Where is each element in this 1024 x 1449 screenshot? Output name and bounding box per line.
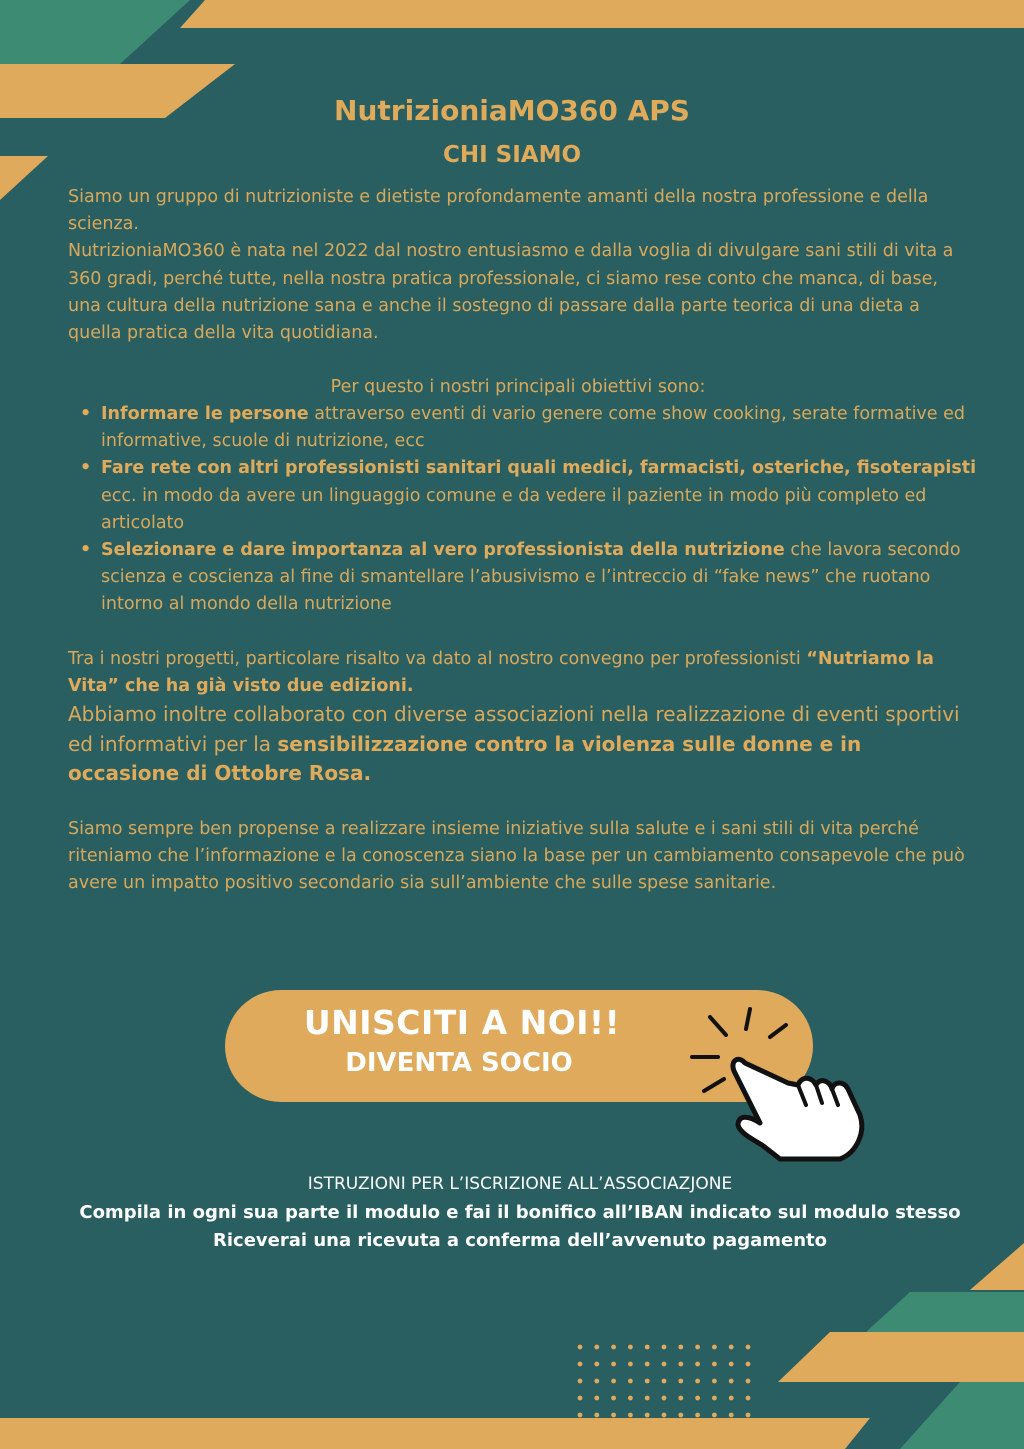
decorative-dot: [712, 1413, 717, 1418]
decorative-dot: [628, 1396, 633, 1401]
decorative-dot: [662, 1362, 667, 1367]
goal-text: che lavora secondo scienza e coscienza al fine di smantellare l’abusivismo e l’intreccio di “fake news” che ruotano intorno al mondo della nutrizione: [101, 540, 961, 615]
decorative-dot: [746, 1379, 751, 1384]
instructions-line-1: Compila in ogni sua parte il modulo e fai il bonifico all’IBAN indicato sul modulo stesso: [79, 1201, 961, 1223]
intro-paragraph-2: NutrizioniaMO360 è nata nel 2022 dal nostro entusiasmo e dalla voglia di divulgare sani stili di vita a 360 gradi, perché tutte, nella nostra pratica professionale, ci siamo rese conto che manca, di base, una cultura della nutrizione sana e anche il sostegno di passare dalla parte teorica di una dieta a quella pratica della vita quotidiana.: [68, 241, 954, 344]
decorative-dot: [611, 1379, 616, 1384]
decorative-dot: [645, 1396, 650, 1401]
decorative-dot: [611, 1413, 616, 1418]
goal-text: ecc. in modo da avere un linguaggio comune e da vedere il paziente in modo più completo ed articolato: [101, 485, 927, 533]
instructions: [0, 1170, 1024, 1256]
decorative-dot: [645, 1362, 650, 1367]
become-member-label: DIVENTA SOCIO: [345, 1048, 573, 1078]
intro-paragraph-1: Siamo un gruppo di nutrizioniste e dietiste profondamente amanti della nostra professione e della scienza.: [68, 187, 929, 235]
decorative-dot: [645, 1345, 650, 1350]
decorative-dot: [729, 1379, 734, 1384]
decorative-dot: [578, 1413, 583, 1418]
decorative-dot: [578, 1362, 583, 1367]
decorative-dot: [628, 1379, 633, 1384]
section-subtitle: CHI SIAMO: [442, 142, 582, 168]
projects-highlight: “Nutriamo la Vita” che ha già visto due edizioni.: [68, 649, 934, 697]
decorative-dot: [695, 1396, 700, 1401]
decorative-dot: [611, 1396, 616, 1401]
decorative-dot: [746, 1413, 751, 1418]
decorative-dot: [662, 1345, 667, 1350]
goal-title: Fare rete con altri professionisti sanitari quali medici, farmacisti, osteriche, fisoterapisti: [101, 458, 977, 479]
decorative-dot: [712, 1362, 717, 1367]
decorative-dot: [611, 1362, 616, 1367]
decorative-dot: [678, 1396, 683, 1401]
decorative-dot: [678, 1379, 683, 1384]
decorative-dot: [729, 1396, 734, 1401]
decorative-dot: [578, 1379, 583, 1384]
list-item: [80, 455, 980, 537]
list-item: [80, 537, 980, 619]
page-title: NutrizioniaMO360 APS: [334, 94, 690, 127]
decorative-dot: [695, 1413, 700, 1418]
decorative-dot: [695, 1362, 700, 1367]
decorative-dots: [576, 1343, 752, 1423]
decorative-dot: [628, 1362, 633, 1367]
decorative-dot: [645, 1379, 650, 1384]
decorative-dot: [594, 1362, 599, 1367]
decorative-dot: [662, 1379, 667, 1384]
projects-lead: Tra i nostri progetti, particolare risalto va dato al nostro convegno per professionisti: [68, 649, 807, 669]
collab-lead: Abbiamo inoltre collaborato con diverse associazioni nella realizzazione di eventi sportivi ed informativi per la: [68, 702, 960, 756]
decorative-dot: [678, 1362, 683, 1367]
decorative-dot: [712, 1379, 717, 1384]
decorative-dot: [594, 1396, 599, 1401]
projects-text: [68, 646, 968, 789]
decorative-dot: [578, 1345, 583, 1350]
decorative-dot: [594, 1379, 599, 1384]
decorative-dot: [678, 1345, 683, 1350]
decorative-dot: [746, 1396, 751, 1401]
goal-title: Selezionare e dare importanza al vero professionista della nutrizione: [101, 540, 785, 561]
decorative-dot: [662, 1396, 667, 1401]
decorative-dot: [729, 1362, 734, 1367]
decorative-dot: [645, 1413, 650, 1418]
decorative-dot: [729, 1413, 734, 1418]
decorative-dot: [678, 1413, 683, 1418]
closing-text: Siamo sempre ben propense a realizzare insieme iniziative sulla salute e i sani stili di vita perché riteniamo che l’informazione e la conoscenza siano la base per un cambiamento consapevole che può avere un impatto positivo secondario sia sull’ambiente che sulle spese sanitarie.: [68, 819, 965, 894]
decorative-dot: [695, 1345, 700, 1350]
pointing-hand-icon: [690, 1005, 880, 1165]
goals-list: [80, 401, 980, 619]
decorative-dot: [746, 1345, 751, 1350]
decorative-dot: [712, 1396, 717, 1401]
list-item: [80, 401, 980, 455]
decorative-dot: [662, 1413, 667, 1418]
join-button-label: UNISCITI A NOI!!: [303, 1003, 621, 1042]
decorative-dot: [746, 1362, 751, 1367]
decorative-dot: [628, 1345, 633, 1350]
decorative-dot: [594, 1413, 599, 1418]
goals-lead: Per questo i nostri principali obiettivi sono:: [330, 377, 706, 397]
decorative-dot: [695, 1379, 700, 1384]
decorative-dot: [594, 1345, 599, 1350]
decorative-dot: [628, 1413, 633, 1418]
collab-highlight: sensibilizzazione contro la violenza sulle donne e in occasione di Ottobre Rosa.: [68, 731, 862, 786]
goal-title: Informare le persone: [101, 404, 309, 424]
collab-text: [68, 700, 968, 789]
instructions-line-2: Riceverai una ricevuta a conferma dell’avvenuto pagamento: [213, 1230, 827, 1251]
intro-text: [68, 184, 968, 347]
decorative-dot: [712, 1345, 717, 1350]
decorative-dot: [611, 1345, 616, 1350]
decorative-dot: [578, 1396, 583, 1401]
instructions-title: ISTRUZIONI PER L’ISCRIZIONE ALL’ASSOCIAZJONE: [307, 1174, 733, 1194]
goal-text: attraverso eventi di vario genere come show cooking, serate formative ed informative, scuole di nutrizione, ecc: [101, 404, 965, 452]
decorative-dot: [729, 1345, 734, 1350]
